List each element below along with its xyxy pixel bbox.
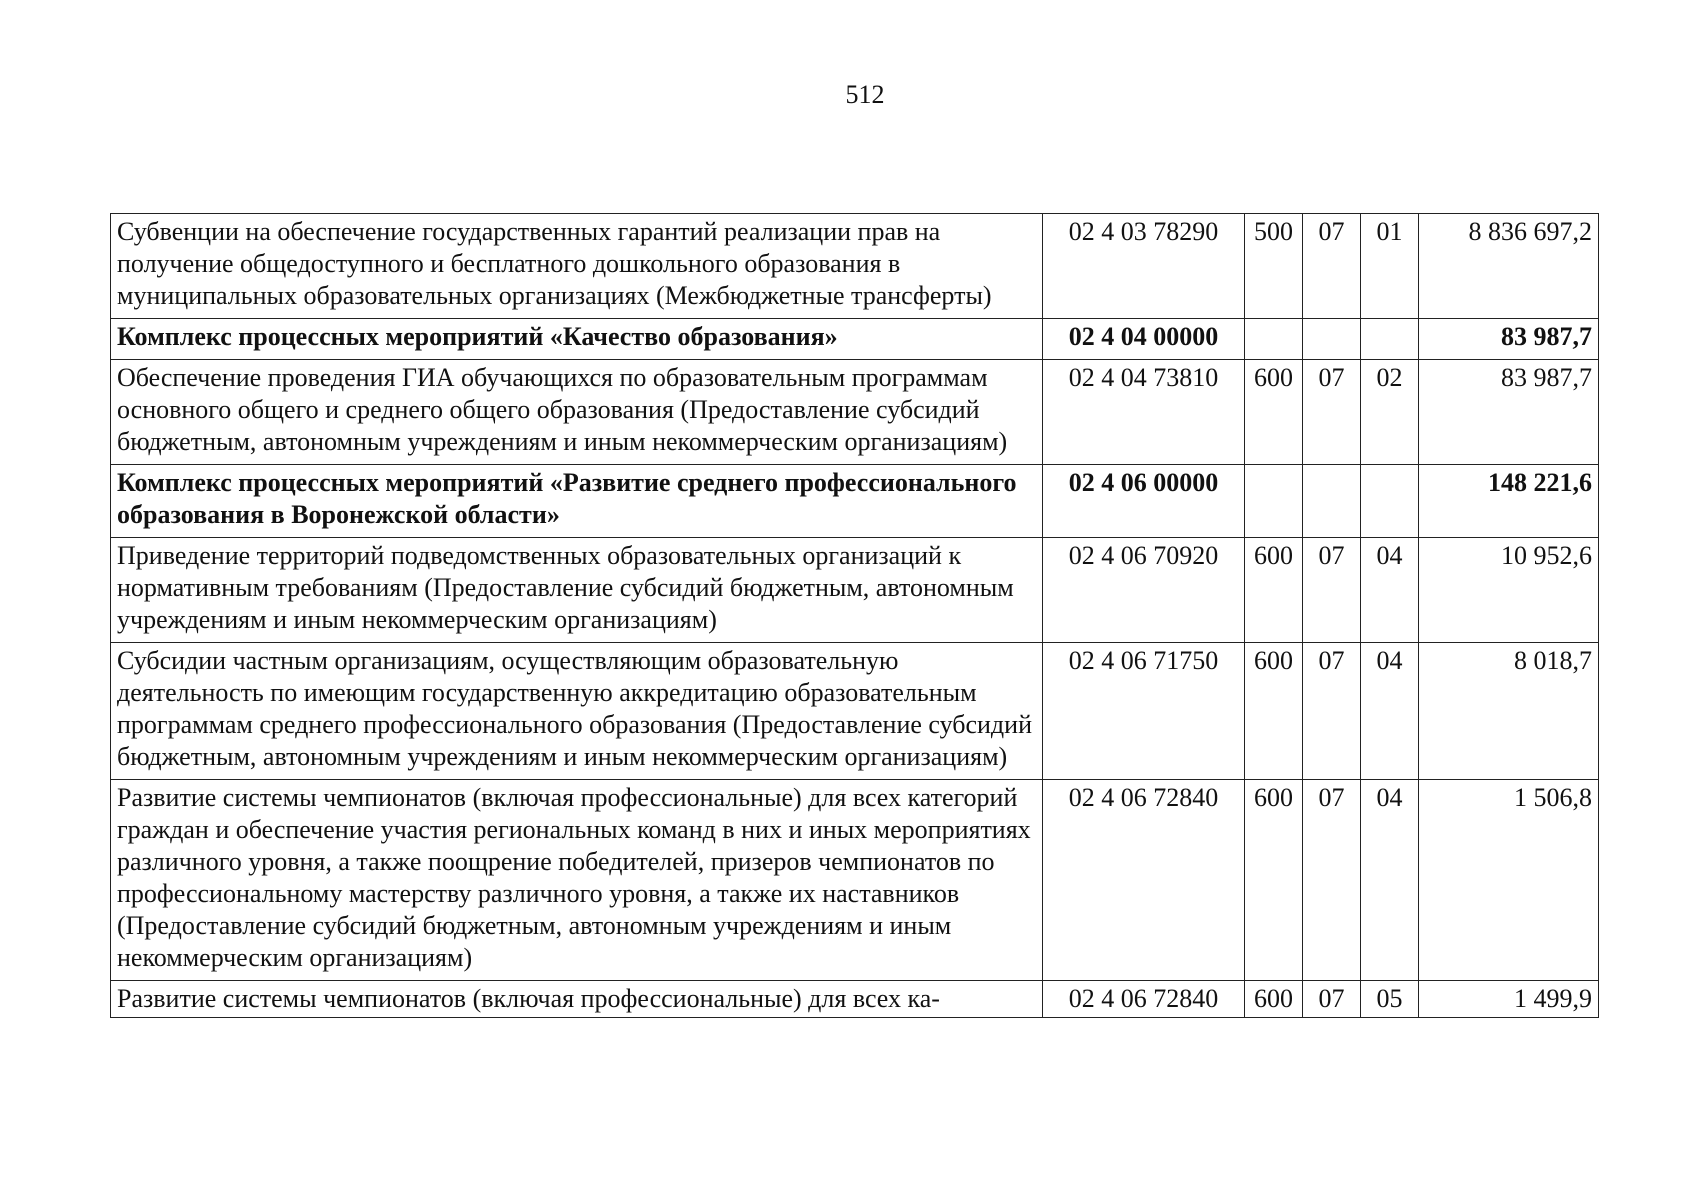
row-expense-type: 600 [1245,360,1303,465]
row-expense-type: 600 [1245,538,1303,643]
row-section: 07 [1303,780,1361,981]
table-row [111,981,1599,1018]
table-row [111,780,1599,981]
row-name: Комплекс процессных мероприятий «Качество образования» [111,319,1043,360]
row-code: 02 4 06 00000 [1043,465,1245,538]
row-code: 02 4 06 71750 [1043,643,1245,780]
row-section [1303,319,1361,360]
table-row [111,465,1599,538]
row-subsection: 04 [1361,643,1419,780]
row-sum: 10 952,6 [1419,538,1599,643]
row-subsection [1361,465,1419,538]
row-expense-type [1245,319,1303,360]
row-subsection: 05 [1361,981,1419,1018]
row-section: 07 [1303,214,1361,319]
row-section: 07 [1303,981,1361,1018]
row-section: 07 [1303,538,1361,643]
row-code: 02 4 06 70920 [1043,538,1245,643]
row-expense-type: 600 [1245,643,1303,780]
table-row [111,360,1599,465]
row-subsection [1361,319,1419,360]
row-sum: 83 987,7 [1419,319,1599,360]
row-name: Развитие системы чемпионатов (включая профессиональные) для всех ка- [111,981,1043,1018]
row-code: 02 4 04 73810 [1043,360,1245,465]
row-section: 07 [1303,643,1361,780]
row-code: 02 4 03 78290 [1043,214,1245,319]
row-subsection: 02 [1361,360,1419,465]
table-row [111,214,1599,319]
row-sum: 1 499,9 [1419,981,1599,1018]
row-section [1303,465,1361,538]
row-expense-type: 600 [1245,780,1303,981]
table-row [111,538,1599,643]
row-sum: 8 836 697,2 [1419,214,1599,319]
row-sum: 8 018,7 [1419,643,1599,780]
row-expense-type: 500 [1245,214,1303,319]
table-row [111,319,1599,360]
budget-table [110,213,1599,1018]
row-sum: 83 987,7 [1419,360,1599,465]
row-code: 02 4 06 72840 [1043,981,1245,1018]
row-name: Субсидии частным организациям, осуществляющим образовательную деятельность по имеющим государственную аккредитацию образовательным программам среднего профессионального образования (Предоставление субсидий бюджетным, автономным учреждениям и иным некоммерческим организациям) [111,643,1043,780]
table-row [111,643,1599,780]
row-code: 02 4 06 72840 [1043,780,1245,981]
row-code: 02 4 04 00000 [1043,319,1245,360]
row-expense-type: 600 [1245,981,1303,1018]
row-sum: 148 221,6 [1419,465,1599,538]
row-section: 07 [1303,360,1361,465]
row-name: Обеспечение проведения ГИА обучающихся по образовательным программам основного общего и среднего общего образования (Предоставление субсидий бюджетным, автономным учреждениям и иным некоммерческим организациям) [111,360,1043,465]
row-subsection: 01 [1361,214,1419,319]
row-name: Субвенции на обеспечение государственных гарантий реализации прав на получение общедоступного и бесплатного дошкольного образования в муниципальных образовательных организациях (Межбюджетные трансферты) [111,214,1043,319]
row-name: Приведение территорий подведомственных образовательных организаций к нормативным требованиям (Предоставление субсидий бюджетным, автономным учреждениям и иным некоммерческим организациям) [111,538,1043,643]
row-sum: 1 506,8 [1419,780,1599,981]
row-expense-type [1245,465,1303,538]
page-number: 512 [845,80,885,109]
row-name: Развитие системы чемпионатов (включая профессиональные) для всех категорий граждан и обеспечение участия региональных команд в них и иных мероприятиях различного уровня, а также поощрение победителей, призеров чемпионатов по профессиональному мастерству различного уровня, а также их наставников (Предоставление субсидий бюджетным, автономным учреждениям и иным некоммерческим организациям) [111,780,1043,981]
row-subsection: 04 [1361,780,1419,981]
row-subsection: 04 [1361,538,1419,643]
row-name: Комплекс процессных мероприятий «Развитие среднего профессионального образования в Воронежской области» [111,465,1043,538]
